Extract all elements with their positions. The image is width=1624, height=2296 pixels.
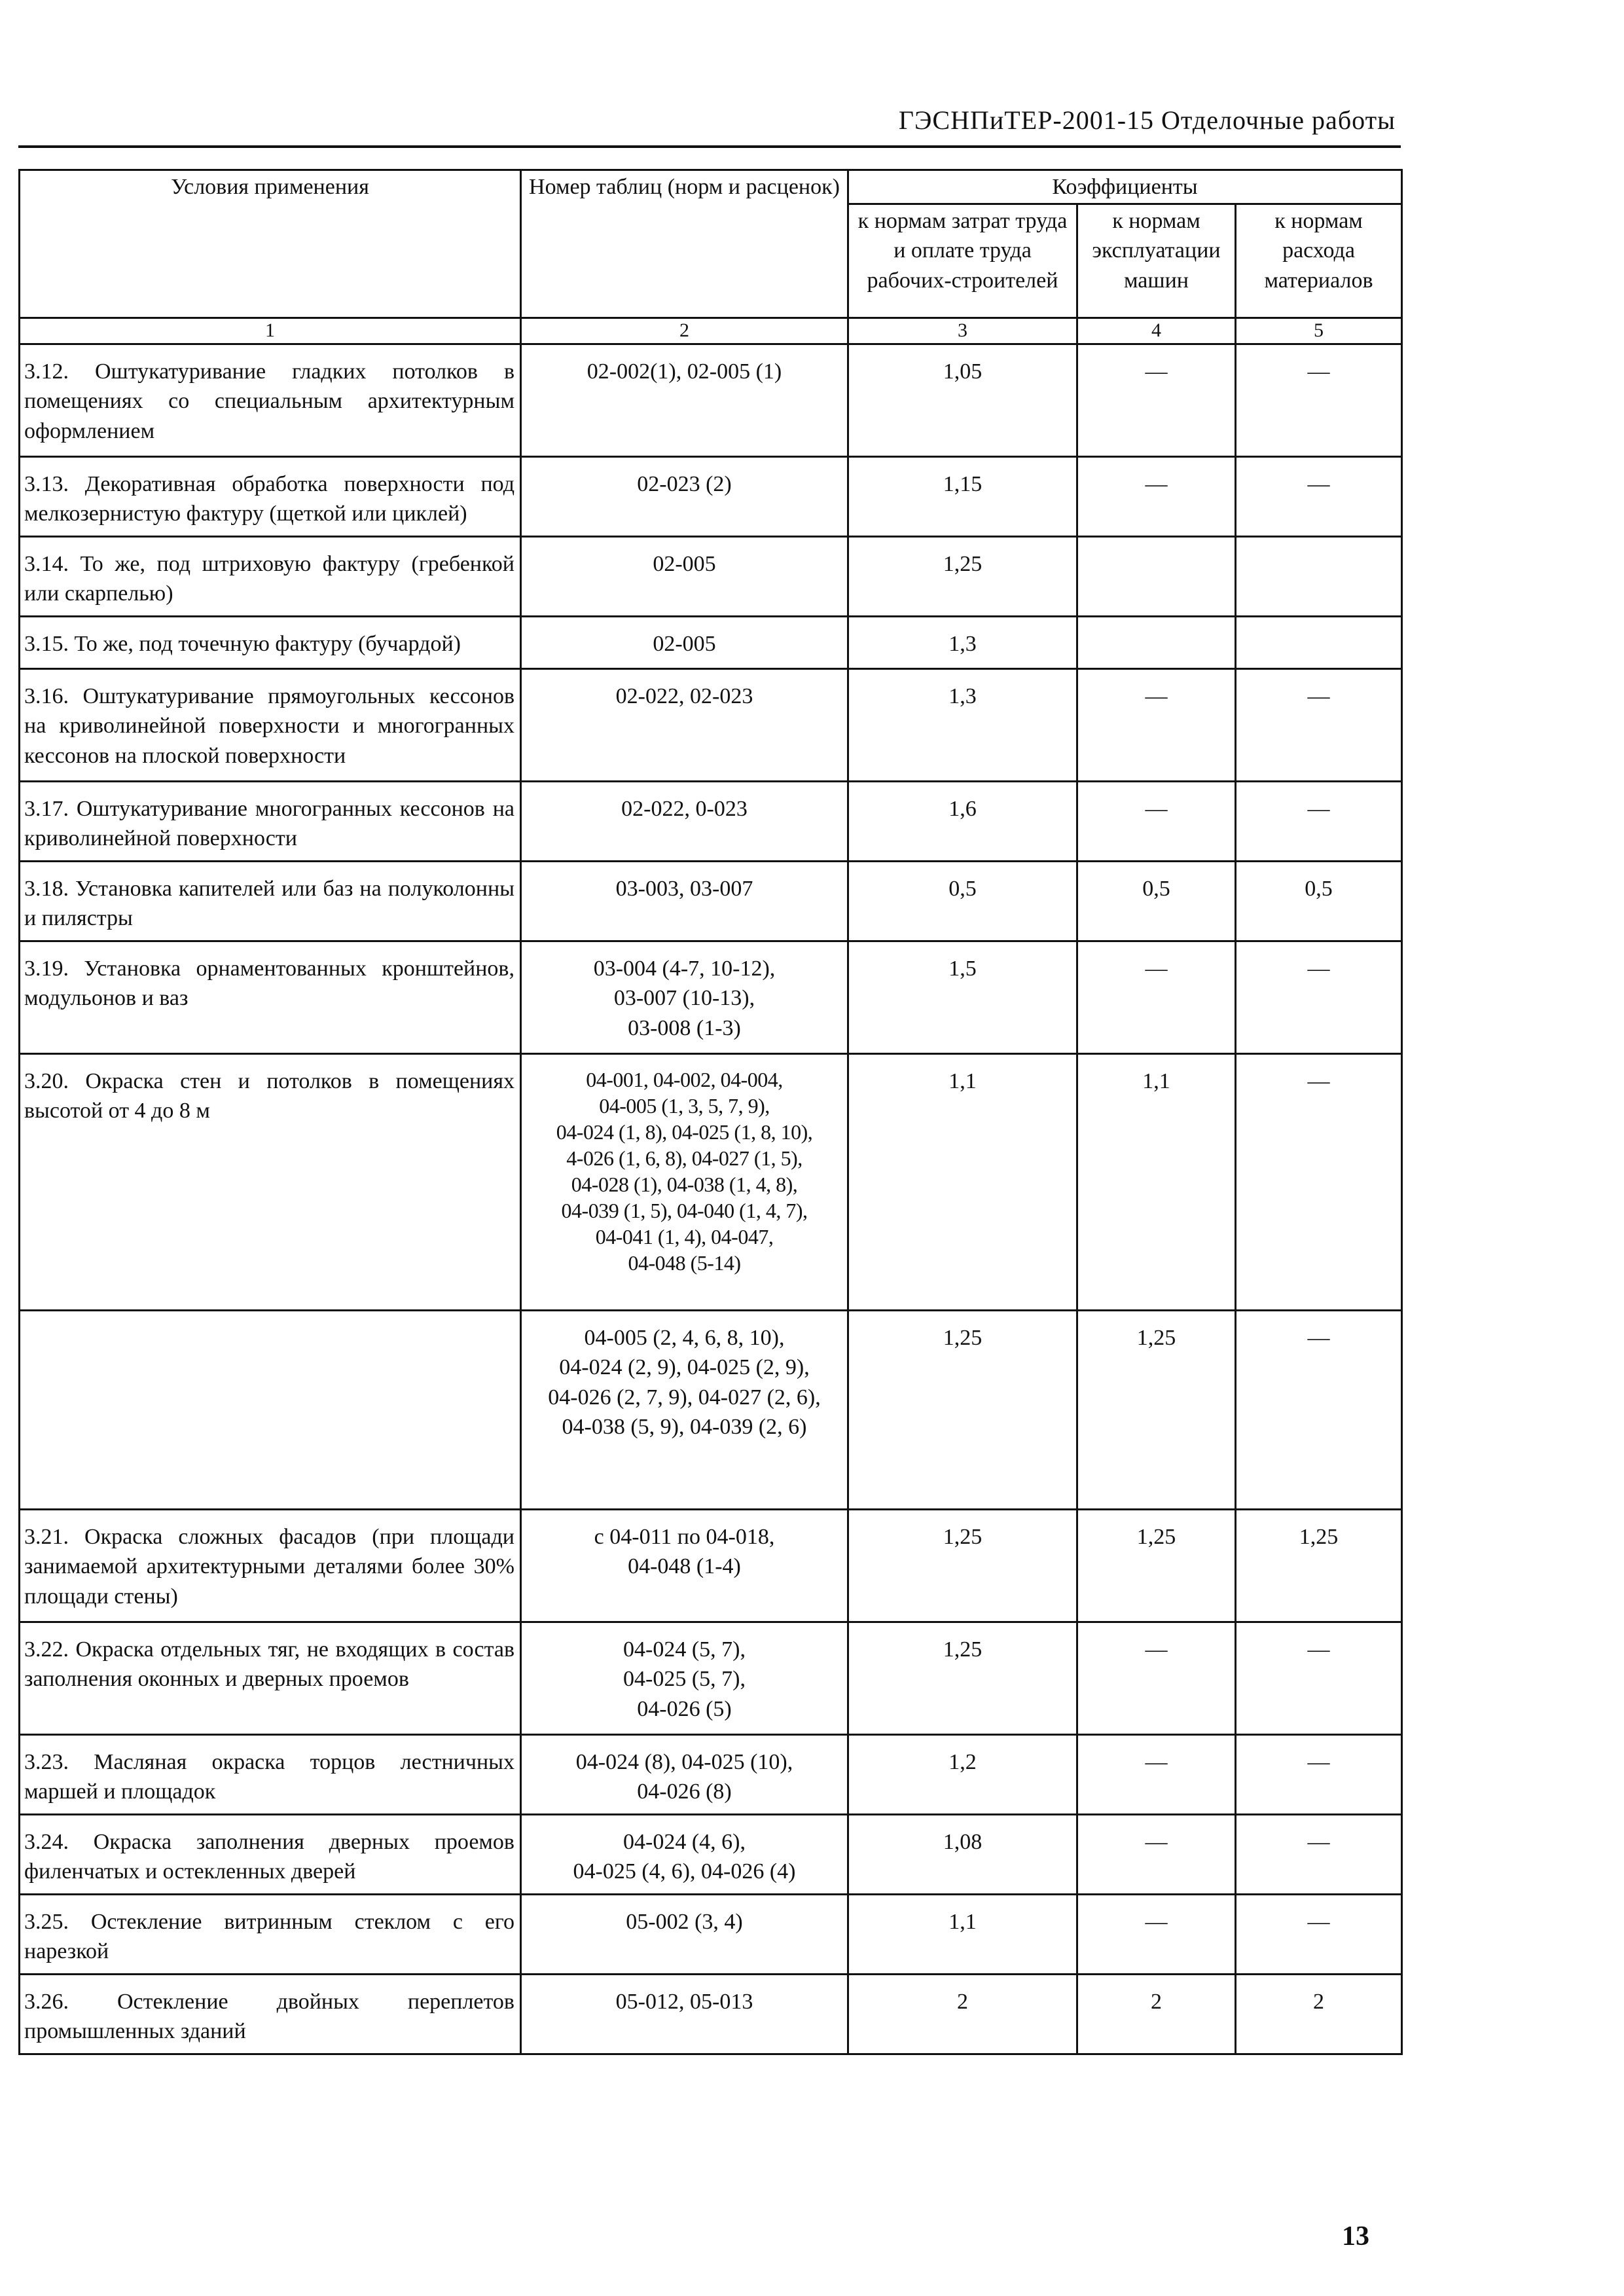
table-number-line: 04-025 (5, 7),: [623, 1667, 746, 1692]
header-tables: Номер таблиц (норм и расценок): [521, 170, 848, 318]
labor-coefficient-cell: 1,3: [848, 669, 1077, 782]
table-number-line: 4-026 (1, 6, 8), 04-027 (1, 5),: [566, 1146, 803, 1171]
condition-cell: 3.26. Остекление двойных переплетов промышленных зданий: [20, 1975, 521, 2054]
table-row: [20, 617, 1402, 669]
table-number-line: 04-028 (1), 04-038 (1, 4, 8),: [571, 1173, 798, 1197]
labor-coefficient-cell: 1,08: [848, 1815, 1077, 1895]
condition-cell: 3.22. Окраска отдельных тяг, не входящих в состав заполнения оконных и дверных проемов: [20, 1622, 521, 1735]
condition-cell: 3.15. То же, под точечную фактуру (бучардой): [20, 617, 521, 669]
table-row: [20, 1622, 1402, 1735]
materials-coefficient-cell: 2: [1236, 1975, 1402, 2054]
table-number-line: 04-024 (1, 8), 04-025 (1, 8, 10),: [556, 1120, 813, 1144]
table-number-line: 03-004 (4-7, 10-12),: [593, 957, 776, 981]
machines-coefficient-cell: 2: [1077, 1975, 1236, 2054]
table-numbers-cell: [521, 1975, 848, 2054]
table-number-line: 04-024 (2, 9), 04-025 (2, 9),: [559, 1355, 810, 1380]
table-number-line: 04-048 (1-4): [628, 1554, 741, 1579]
table-numbers-cell: [521, 1735, 848, 1815]
table-number-line: 05-002 (3, 4): [626, 1910, 743, 1935]
table-row: [20, 1311, 1402, 1510]
table-row: [20, 941, 1402, 1054]
table-number-line: 02-002(1), 02-005 (1): [586, 359, 782, 384]
materials-coefficient-cell: —: [1236, 782, 1402, 862]
table-number-line: 03-008 (1-3): [628, 1015, 741, 1040]
table-numbers-cell: [521, 617, 848, 669]
table-numbers-cell: [521, 1054, 848, 1311]
materials-coefficient-cell: [1236, 617, 1402, 669]
condition-cell: [20, 1311, 521, 1510]
page-number: 13: [1342, 2221, 1369, 2251]
condition-cell: 3.23. Масляная окраска торцов лестничных маршей и площадок: [20, 1735, 521, 1815]
materials-coefficient-cell: 0,5: [1236, 862, 1402, 941]
labor-coefficient-cell: 1,25: [848, 537, 1077, 617]
table-numbers-cell: [521, 862, 848, 941]
materials-coefficient-cell: —: [1236, 669, 1402, 782]
condition-cell: 3.12. Оштукатуривание гладких потолков в помещениях со специальным архитектурным оформлением: [20, 344, 521, 457]
condition-cell: 3.20. Окраска стен и потолков в помещениях высотой от 4 до 8 м: [20, 1054, 521, 1311]
machines-coefficient-cell: 0,5: [1077, 862, 1236, 941]
materials-coefficient-cell: [1236, 537, 1402, 617]
materials-coefficient-cell: —: [1236, 1622, 1402, 1735]
labor-coefficient-cell: 1,6: [848, 782, 1077, 862]
column-number: 2: [521, 318, 848, 344]
materials-coefficient-cell: —: [1236, 344, 1402, 457]
machines-coefficient-cell: —: [1077, 1735, 1236, 1815]
table-numbers-cell: [521, 1895, 848, 1975]
header-labor: к нормам затрат труда и оплате труда рабочих-строителей: [848, 204, 1077, 318]
materials-coefficient-cell: —: [1236, 1054, 1402, 1311]
table-row: [20, 344, 1402, 457]
table-number-line: 02-005: [653, 552, 716, 577]
table-number-line: с 04-011 по 04-018,: [594, 1525, 775, 1550]
header-coefficients: Коэффициенты: [848, 170, 1402, 204]
labor-coefficient-cell: 1,05: [848, 344, 1077, 457]
table-number-line: 04-026 (2, 7, 9), 04-027 (2, 6),: [548, 1385, 821, 1410]
table-number-line: 04-039 (1, 5), 04-040 (1, 4, 7),: [561, 1199, 808, 1223]
table-number-line: 02-023 (2): [637, 472, 732, 497]
labor-coefficient-cell: 1,2: [848, 1735, 1077, 1815]
table-number-line: 02-022, 0-023: [621, 797, 748, 822]
table-number-line: 04-026 (5): [637, 1696, 732, 1721]
materials-coefficient-cell: 1,25: [1236, 1510, 1402, 1622]
machines-coefficient-cell: —: [1077, 1895, 1236, 1975]
table-numbers-cell: [521, 1311, 848, 1510]
column-number: 3: [848, 318, 1077, 344]
table-numbers-cell: [521, 782, 848, 862]
table-number-line: 04-025 (4, 6), 04-026 (4): [573, 1859, 796, 1884]
labor-coefficient-cell: 1,25: [848, 1622, 1077, 1735]
condition-cell: 3.13. Декоративная обработка поверхности под мелкозернистую фактуру (щеткой или циклей): [20, 457, 521, 537]
labor-coefficient-cell: 1,25: [848, 1510, 1077, 1622]
table-row: [20, 1975, 1402, 2054]
table-row: [20, 1510, 1402, 1622]
condition-cell: 3.25. Остекление витринным стеклом с его нарезкой: [20, 1895, 521, 1975]
header-materials: к нормам расхода материалов: [1236, 204, 1402, 318]
condition-cell: 3.21. Окраска сложных фасадов (при площади занимаемой архитектурными деталями более 30% площади стены): [20, 1510, 521, 1622]
table-row: [20, 782, 1402, 862]
header-conditions: Условия применения: [20, 170, 521, 318]
table-number-line: 04-026 (8): [637, 1779, 732, 1804]
table-number-line: 04-038 (5, 9), 04-039 (2, 6): [562, 1414, 807, 1439]
table-numbers-cell: [521, 941, 848, 1054]
condition-cell: 3.17. Оштукатуривание многогранных кессонов на криволинейной поверхности: [20, 782, 521, 862]
table-numbers-cell: [521, 537, 848, 617]
table-number-line: 03-007 (10-13),: [613, 986, 755, 1011]
machines-coefficient-cell: —: [1077, 457, 1236, 537]
labor-coefficient-cell: 1,15: [848, 457, 1077, 537]
table-numbers-cell: [521, 1815, 848, 1895]
machines-coefficient-cell: 1,25: [1077, 1510, 1236, 1622]
labor-coefficient-cell: 0,5: [848, 862, 1077, 941]
materials-coefficient-cell: —: [1236, 1895, 1402, 1975]
table-number-line: 02-022, 02-023: [615, 684, 753, 709]
column-number: 5: [1236, 318, 1402, 344]
table-row: [20, 1895, 1402, 1975]
table-numbers-cell: [521, 1622, 848, 1735]
table-numbers-cell: [521, 344, 848, 457]
labor-coefficient-cell: 1,1: [848, 1054, 1077, 1311]
condition-cell: 3.14. То же, под штриховую фактуру (гребенкой или скарпелью): [20, 537, 521, 617]
labor-coefficient-cell: 1,3: [848, 617, 1077, 669]
table-number-line: 04-024 (4, 6),: [623, 1830, 746, 1855]
table-row: [20, 1054, 1402, 1311]
header-machines: к нормам эксплуатации машин: [1077, 204, 1236, 318]
table-row: [20, 669, 1402, 782]
labor-coefficient-cell: 1,1: [848, 1895, 1077, 1975]
table-row: [20, 537, 1402, 617]
table-row: [20, 1735, 1402, 1815]
machines-coefficient-cell: 1,25: [1077, 1311, 1236, 1510]
document-title: ГЭСНПиТЕР-2001-15 Отделочные работы: [898, 105, 1396, 135]
column-number: 1: [20, 318, 521, 344]
table-row: [20, 862, 1402, 941]
machines-coefficient-cell: [1077, 537, 1236, 617]
table-numbers-cell: [521, 669, 848, 782]
machines-coefficient-cell: —: [1077, 1622, 1236, 1735]
machines-coefficient-cell: [1077, 617, 1236, 669]
table-number-line: 03-003, 03-007: [615, 877, 753, 902]
table-number-line: 04-041 (1, 4), 04-047,: [595, 1225, 774, 1249]
table-numbers-cell: [521, 1510, 848, 1622]
materials-coefficient-cell: —: [1236, 457, 1402, 537]
materials-coefficient-cell: —: [1236, 1815, 1402, 1895]
table-number-line: 04-024 (5, 7),: [623, 1637, 746, 1662]
materials-coefficient-cell: —: [1236, 1735, 1402, 1815]
condition-cell: 3.19. Установка орнаментованных кронштейнов, модульонов и ваз: [20, 941, 521, 1054]
labor-coefficient-cell: 1,25: [848, 1311, 1077, 1510]
labor-coefficient-cell: 1,5: [848, 941, 1077, 1054]
condition-cell: 3.24. Окраска заполнения дверных проемов филенчатых и остекленных дверей: [20, 1815, 521, 1895]
table-number-line: 04-024 (8), 04-025 (10),: [575, 1750, 793, 1775]
machines-coefficient-cell: —: [1077, 669, 1236, 782]
machines-coefficient-cell: —: [1077, 941, 1236, 1054]
column-number: 4: [1077, 318, 1236, 344]
table-number-line: 04-048 (5-14): [628, 1251, 741, 1275]
machines-coefficient-cell: —: [1077, 344, 1236, 457]
table-numbers-cell: [521, 457, 848, 537]
table-number-line: 04-005 (2, 4, 6, 8, 10),: [584, 1326, 785, 1351]
materials-coefficient-cell: —: [1236, 1311, 1402, 1510]
machines-coefficient-cell: —: [1077, 782, 1236, 862]
materials-coefficient-cell: —: [1236, 941, 1402, 1054]
labor-coefficient-cell: 2: [848, 1975, 1077, 2054]
condition-cell: 3.16. Оштукатуривание прямоугольных кессонов на криволинейной поверхности и многогранных кессонов на плоской поверхности: [20, 669, 521, 782]
page-header: [18, 105, 1401, 148]
condition-cell: 3.18. Установка капителей или баз на полуколонны и пилястры: [20, 862, 521, 941]
table-number-line: 04-001, 04-002, 04-004,: [586, 1068, 783, 1092]
table-row: [20, 1815, 1402, 1895]
machines-coefficient-cell: 1,1: [1077, 1054, 1236, 1311]
table-number-line: 02-005: [653, 632, 716, 657]
coefficients-table: [18, 169, 1403, 2055]
table-number-line: 04-005 (1, 3, 5, 7, 9),: [599, 1094, 770, 1118]
machines-coefficient-cell: —: [1077, 1815, 1236, 1895]
table-number-line: 05-012, 05-013: [615, 1990, 753, 2014]
table-row: [20, 457, 1402, 537]
